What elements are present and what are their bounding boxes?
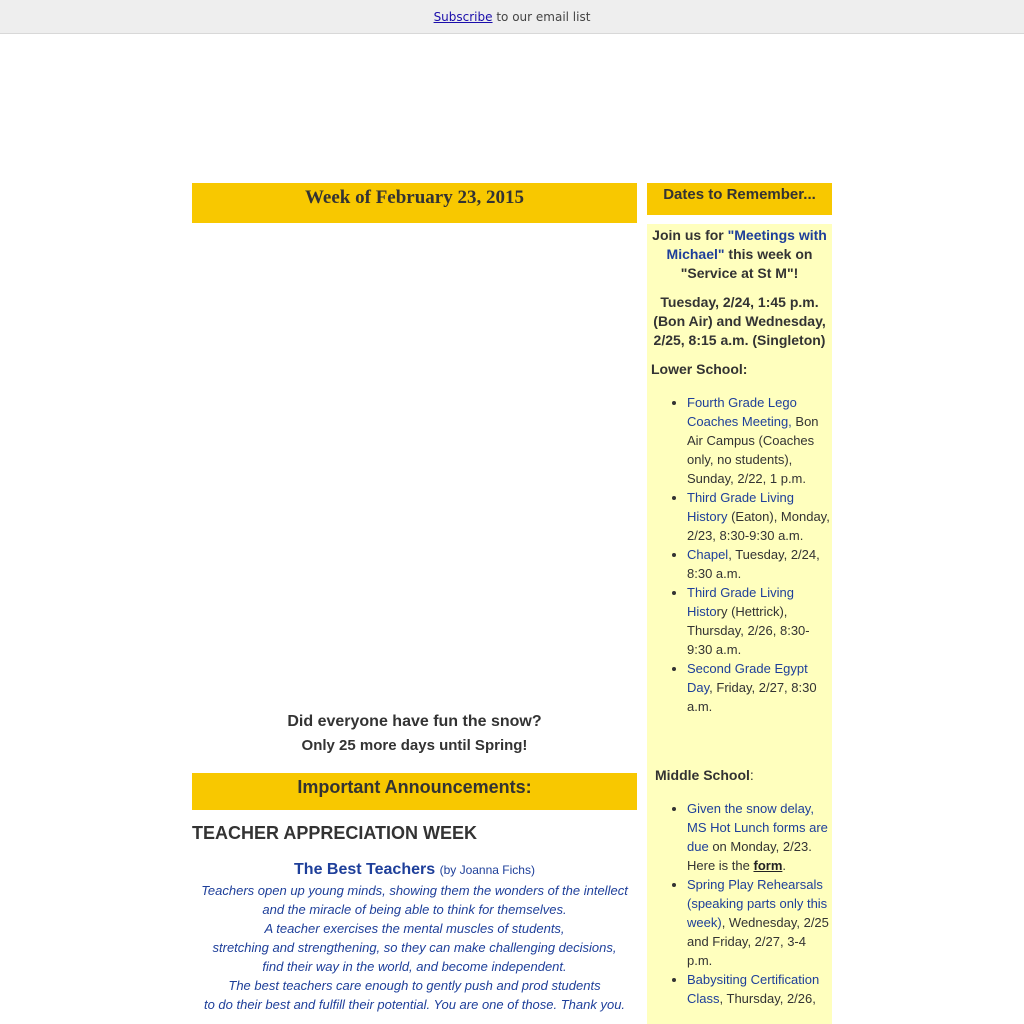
poem-title: [192, 859, 637, 881]
dates-sidebar: [647, 224, 832, 1024]
subscribe-bar: [0, 0, 1024, 34]
list-item: [687, 488, 832, 545]
list-item: [687, 545, 832, 583]
subscribe-link[interactable]: Subscribe: [433, 10, 493, 24]
list-item: [687, 875, 832, 970]
event-details: .: [782, 858, 786, 873]
event-details: , Tuesday, 2/24, 8:30 a.m.: [687, 547, 820, 581]
event-link[interactable]: Given the snow delay, MS Hot Lunch forms are due: [687, 801, 828, 854]
main-column: [192, 183, 637, 1012]
event-details: (Eaton), Monday, 2/23, 8:30-9:30 a.m.: [687, 509, 830, 543]
poem-line: Teachers open up young minds, showing them the wonders of the intellect: [201, 883, 628, 898]
event-link[interactable]: Third Grade Living History: [687, 490, 794, 524]
join-prefix: Join us for: [652, 227, 728, 243]
list-item: [687, 799, 832, 875]
list-item: [687, 393, 832, 488]
middle-school-list: [647, 799, 832, 1008]
lower-school-header: Lower School:: [651, 361, 748, 377]
meeting-times: Tuesday, 2/24, 1:45 p.m. (Bon Air) and Wednesday, 2/25, 8:15 a.m. (Singleton): [653, 294, 826, 348]
hot-lunch-form-link[interactable]: form: [753, 858, 783, 873]
week-title: Week of February 23, 2015: [192, 183, 637, 223]
subscribe-text: to our email list: [492, 10, 591, 24]
poem-line: stretching and strengthening, so they can make challenging decisions,: [212, 940, 617, 955]
middle-school-colon: :: [749, 767, 754, 783]
meetings-with-michael-link[interactable]: "Meetings with Michael": [666, 227, 827, 262]
event-link[interactable]: Chapel: [687, 547, 729, 562]
event-link[interactable]: Second Grade Egypt Day: [687, 661, 808, 695]
event-details: on Monday, 2/23. Here is the: [687, 839, 812, 873]
event-details: , Thursday, 2/26,: [719, 991, 816, 1006]
middle-school-header: [655, 766, 832, 785]
event-details: Bon Air Campus (Coaches only, no students), Sunday, 2/22, 1 p.m.: [687, 414, 819, 486]
event-details: , Wednesday, 2/25 and Friday, 2/27, 3-4 p.m.: [687, 915, 829, 968]
lower-school-list: [647, 393, 832, 716]
event-details: ry (Hettrick), Thursday, 2/26, 8:30-9:30 a.m.: [687, 604, 810, 657]
event-link[interactable]: Spring Play Rehearsals (speaking parts only this week): [687, 877, 828, 930]
snow-line-2: Only 25 more days until Spring!: [301, 737, 528, 754]
announcements-title: Important Announcements:: [192, 773, 637, 810]
list-item: [687, 583, 832, 659]
poem-line: A teacher exercises the mental muscles of students,: [264, 921, 565, 936]
list-item: [687, 659, 832, 716]
teacher-appreciation-heading: TEACHER APPRECIATION WEEK: [192, 823, 478, 843]
middle-school-header-text: Middle School: [655, 767, 750, 783]
event-link[interactable]: Babysiting Certification Class: [687, 972, 820, 1006]
poem-title-text: The Best Teachers: [294, 861, 436, 878]
meetings-invite: [647, 226, 832, 283]
snow-message: [192, 710, 637, 758]
poem-line: to do their best and fulfill their potential. You are one of those. Thank you.: [203, 997, 626, 1012]
poem-line: and the miracle of being able to think for themselves.: [262, 902, 567, 917]
dates-to-remember-title: Dates to Remember...: [647, 183, 832, 215]
poem-author: (by Joanna Fichs): [439, 863, 535, 877]
list-item: [687, 970, 832, 1008]
poem: [192, 859, 637, 1014]
join-suffix: this week on "Service at St M"!: [680, 246, 813, 281]
poem-line: The best teachers care enough to gently push and prod students: [228, 978, 601, 993]
poem-line: find their way in the world, and become independent.: [262, 959, 567, 974]
event-details: , Friday, 2/27, 8:30 a.m.: [687, 680, 817, 714]
event-link[interactable]: Third Grade Living Histo: [687, 585, 794, 619]
snow-line-1: Did everyone have fun the snow?: [287, 713, 542, 730]
event-link[interactable]: Fourth Grade Lego Coaches Meeting,: [687, 395, 797, 429]
